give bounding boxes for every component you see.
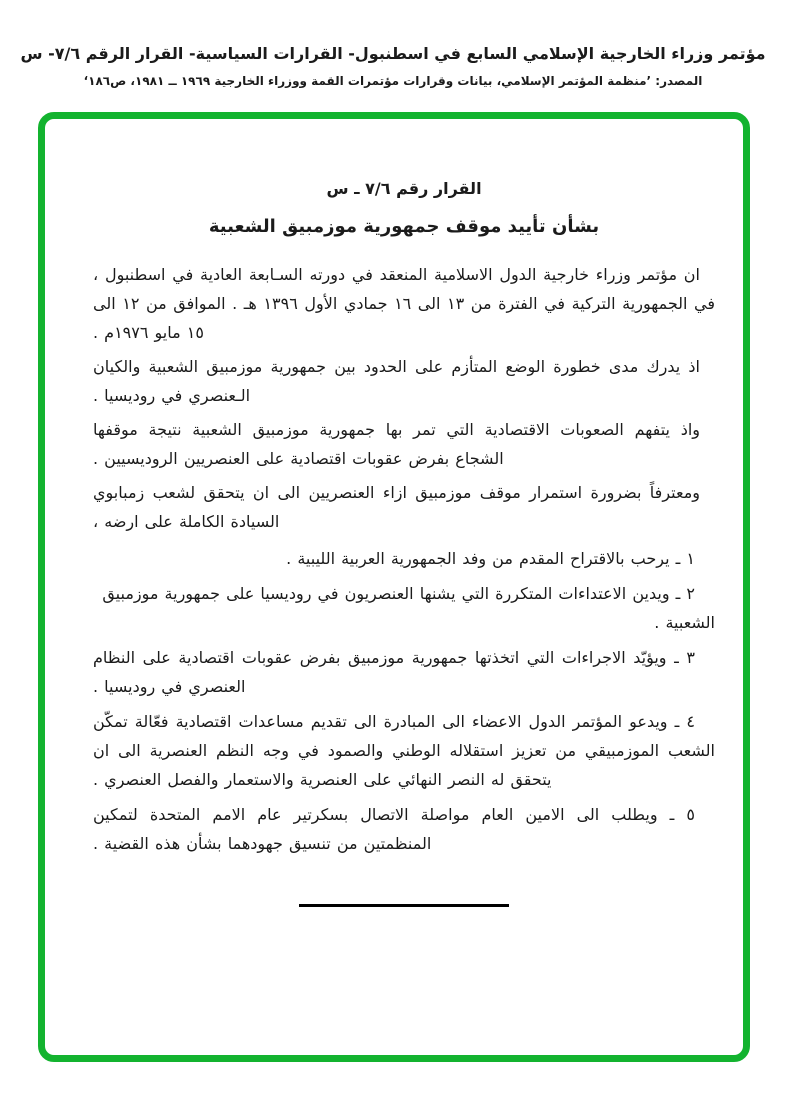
end-of-text-divider (299, 904, 509, 907)
preamble-paragraph-1: ان مؤتمر وزراء خارجية الدول الاسلامية المنعقد في دورته السـابعة العادية في اسطنبول ، في الجمهورية التركية في الفترة من ١٣ الى ١٦ جمادي الأول ١٣٩٦ هـ . الموافق من ١٢ الى ١٥ مايو ١٩٧٦م . (93, 265, 716, 342)
resolution-item-1: ١ ـ يرحب بالاقتراح المقدم من وفد الجمهورية العربية الليبية . (286, 549, 695, 568)
document-header (0, 44, 786, 88)
preamble-paragraph-2: اذ يدرك مدى خطورة الوضع المتأزم على الحدود بين جمهورية موزمبيق الشعبية والكيان الـعنصري في روديسيا . (93, 357, 700, 405)
resolution-item-2: ٢ ـ ويدين الاعتداءات المتكررة التي يشنها العنصريون في روديسيا على جمهورية موزمبيق الشعبية . (102, 584, 715, 632)
resolution-subject-title: بشأن تأييد موقف جمهورية موزمبيق الشعبية (208, 216, 600, 237)
resolution-item-3: ٣ ـ ويؤيّد الاجراءات التي اتخذتها جمهورية موزمبيق بفرض عقوبات اقتصادية على النظام العنصري في روديسيا . (93, 648, 695, 696)
header-conference-line: مؤتمر وزراء الخارجية الإسلامي السابع في اسطنبول- القرارات السياسية- القرار الرقم ٧/٦- س (20, 44, 766, 63)
resolution-item-4: ٤ ـ ويدعو المؤتمر الدول الاعضاء الى المبادرة الى تقديم مساعدات اقتصادية فعّالة تمكّن الشعب الموزمبيقي من تعزيز استقلاله الوطني والصمود في وجه النظم العنصرية الى ان يتحقق له النصر النهائي على العنصرية والاستعمار والفصل العنصري . (93, 712, 715, 789)
resolution-number-title: القرار رقم ٧/٦ ـ س (326, 179, 482, 198)
preamble-paragraph-4: ومعترفاً بضرورة استمرار موقف موزمبيق ازاء العنصريين الى ان يتحقق لشعب زمبابوي السيادة الكاملة على ارضه ، (93, 483, 700, 531)
header-source-line: المصدر: ’منظمة المؤتمر الإسلامي، بيانات وقرارات مؤتمرات القمة ووزراء الخارجية ١٩٦٩ ــ ١٩٨١، ص١٨٦‘ (83, 74, 703, 88)
resolution-item-5: ٥ ـ ويطلب الى الامين العام مواصلة الاتصال بسكرتير عام الامم المتحدة لتمكين المنظمتين من تنسيق جهودهما بشأن هذه القضية . (93, 805, 695, 853)
resolution-frame (38, 112, 750, 1062)
preamble-paragraph-3: واذ يتفهم الصعوبات الاقتصادية التي تمر بها جمهورية موزمبيق الشعبية نتيجة موقفها الشجاع بفرض عقوبات اقتصادية على العنصريين الروديسيين . (93, 420, 700, 468)
